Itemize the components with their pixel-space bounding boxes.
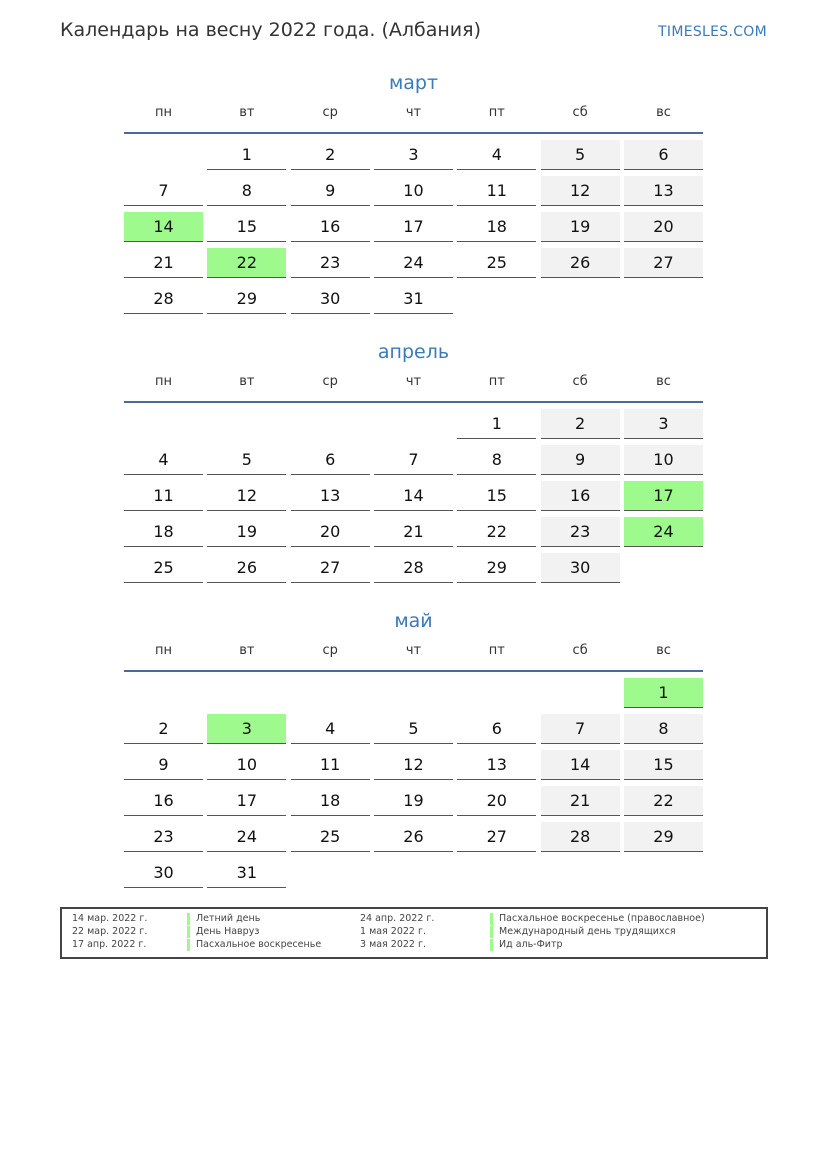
month-name: апрель <box>377 341 450 363</box>
day-cell[interactable]: 13 <box>457 750 536 780</box>
day-cell[interactable]: 23 <box>291 248 370 278</box>
day-cell[interactable]: 25 <box>291 822 370 852</box>
day-cell[interactable]: 21 <box>124 248 203 278</box>
day-cell[interactable]: 17 <box>374 212 453 242</box>
legend-item <box>62 913 766 925</box>
day-cell[interactable]: 25 <box>124 553 203 583</box>
day-cell[interactable]: 11 <box>457 176 536 206</box>
day-cell[interactable]: 10 <box>207 750 286 780</box>
empty-cell <box>124 140 203 169</box>
day-cell[interactable]: 22 <box>207 248 286 278</box>
day-cell[interactable]: 9 <box>541 445 620 475</box>
weekday-label: пн <box>155 643 172 658</box>
day-cell[interactable]: 7 <box>541 714 620 744</box>
day-cell[interactable]: 28 <box>541 822 620 852</box>
legend-date: 22 мар. 2022 г. <box>72 926 148 937</box>
day-cell[interactable]: 21 <box>374 517 453 547</box>
day-grid <box>124 409 703 583</box>
day-cell[interactable]: 21 <box>541 786 620 816</box>
weekday-label: чт <box>405 374 422 389</box>
weekday-label: пт <box>488 105 505 120</box>
day-cell[interactable]: 17 <box>624 481 703 511</box>
empty-cell <box>291 409 370 438</box>
weekday-header <box>124 98 703 134</box>
legend-holiday-name: Ид аль-Фитр <box>490 939 563 951</box>
empty-cell <box>374 858 453 887</box>
day-cell[interactable]: 22 <box>624 786 703 816</box>
day-cell[interactable]: 13 <box>624 176 703 206</box>
day-cell[interactable]: 12 <box>541 176 620 206</box>
month-april <box>124 337 703 583</box>
day-cell[interactable]: 6 <box>457 714 536 744</box>
day-cell[interactable]: 16 <box>291 212 370 242</box>
day-cell[interactable]: 12 <box>207 481 286 511</box>
day-cell[interactable]: 31 <box>207 858 286 888</box>
empty-cell <box>124 409 203 438</box>
month-name: март <box>388 72 439 94</box>
day-cell[interactable]: 31 <box>374 284 453 314</box>
day-cell[interactable]: 2 <box>541 409 620 439</box>
empty-cell <box>541 284 620 313</box>
empty-cell <box>291 678 370 707</box>
day-cell[interactable]: 14 <box>541 750 620 780</box>
legend-holiday-name: Летний день <box>187 913 260 925</box>
day-cell[interactable]: 24 <box>207 822 286 852</box>
empty-cell <box>541 678 620 707</box>
weekday-label: пн <box>155 105 172 120</box>
day-cell[interactable]: 27 <box>624 248 703 278</box>
day-cell[interactable]: 19 <box>541 212 620 242</box>
day-cell[interactable]: 1 <box>624 678 703 708</box>
day-cell[interactable]: 24 <box>624 517 703 547</box>
day-cell[interactable]: 4 <box>124 445 203 475</box>
holiday-legend <box>60 907 768 959</box>
empty-cell <box>207 678 286 707</box>
day-cell[interactable]: 27 <box>457 822 536 852</box>
day-cell[interactable]: 28 <box>374 553 453 583</box>
day-cell[interactable]: 19 <box>207 517 286 547</box>
day-cell[interactable]: 14 <box>374 481 453 511</box>
day-cell[interactable]: 30 <box>124 858 203 888</box>
day-cell[interactable]: 24 <box>374 248 453 278</box>
day-cell[interactable]: 15 <box>624 750 703 780</box>
month-march <box>124 68 703 314</box>
day-cell[interactable]: 20 <box>624 212 703 242</box>
day-cell[interactable]: 1 <box>457 409 536 439</box>
legend-date: 24 апр. 2022 г. <box>360 913 435 924</box>
day-grid <box>124 678 703 888</box>
day-cell[interactable]: 20 <box>457 786 536 816</box>
day-cell[interactable]: 28 <box>124 284 203 314</box>
legend-holiday-name: Пасхальное воскресенье <box>187 939 321 951</box>
weekday-label: вс <box>656 374 671 389</box>
day-cell[interactable]: 12 <box>374 750 453 780</box>
legend-holiday-name: Международный день трудящихся <box>490 926 676 938</box>
day-cell[interactable]: 15 <box>457 481 536 511</box>
weekday-label: чт <box>405 105 422 120</box>
day-cell[interactable]: 2 <box>291 140 370 170</box>
day-cell[interactable]: 20 <box>291 517 370 547</box>
day-cell[interactable]: 26 <box>541 248 620 278</box>
weekday-header <box>124 367 703 403</box>
day-cell[interactable]: 29 <box>207 284 286 314</box>
day-cell[interactable]: 11 <box>291 750 370 780</box>
day-cell[interactable]: 6 <box>624 140 703 170</box>
weekday-label: пт <box>488 643 505 658</box>
day-cell[interactable]: 30 <box>291 284 370 314</box>
legend-date: 14 мар. 2022 г. <box>72 913 148 924</box>
day-cell[interactable]: 5 <box>207 445 286 475</box>
day-cell[interactable]: 11 <box>124 481 203 511</box>
day-cell[interactable]: 7 <box>374 445 453 475</box>
empty-cell <box>624 553 703 582</box>
weekday-label: вт <box>239 374 255 389</box>
day-cell[interactable]: 4 <box>291 714 370 744</box>
day-cell[interactable]: 5 <box>541 140 620 170</box>
day-cell[interactable]: 18 <box>457 212 536 242</box>
weekday-label: ср <box>322 374 338 389</box>
weekday-label: ср <box>322 643 338 658</box>
day-cell[interactable]: 22 <box>457 517 536 547</box>
day-grid <box>124 140 703 314</box>
day-cell[interactable]: 18 <box>291 786 370 816</box>
day-cell[interactable]: 30 <box>541 553 620 583</box>
weekday-label: пн <box>155 374 172 389</box>
legend-date: 1 мая 2022 г. <box>360 926 426 937</box>
day-cell[interactable]: 7 <box>124 176 203 206</box>
day-cell[interactable]: 26 <box>207 553 286 583</box>
legend-item <box>62 939 766 951</box>
day-cell[interactable]: 18 <box>124 517 203 547</box>
day-cell[interactable]: 8 <box>457 445 536 475</box>
day-cell[interactable]: 26 <box>374 822 453 852</box>
weekday-label: пт <box>488 374 505 389</box>
weekday-label: ср <box>322 105 338 120</box>
day-cell[interactable]: 3 <box>624 409 703 439</box>
site-logo-link[interactable]: TIMESLES.COM <box>658 24 767 40</box>
empty-cell <box>124 678 203 707</box>
day-cell[interactable]: 2 <box>124 714 203 744</box>
day-cell[interactable]: 23 <box>124 822 203 852</box>
weekday-label: вт <box>239 105 255 120</box>
empty-cell <box>457 678 536 707</box>
day-cell[interactable]: 4 <box>457 140 536 170</box>
page-title: Календарь на весну 2022 года. (Албания) <box>60 19 481 41</box>
weekday-label: чт <box>405 643 422 658</box>
day-cell[interactable]: 3 <box>207 714 286 744</box>
empty-cell <box>457 284 536 313</box>
legend-holiday-name: День Навруз <box>187 926 259 938</box>
empty-cell <box>207 409 286 438</box>
day-cell[interactable]: 6 <box>291 445 370 475</box>
weekday-label: вт <box>239 643 255 658</box>
day-cell[interactable]: 1 <box>207 140 286 170</box>
day-cell[interactable]: 25 <box>457 248 536 278</box>
legend-holiday-name: Пасхальное воскресенье (православное) <box>490 913 705 925</box>
day-cell[interactable]: 14 <box>124 212 203 242</box>
empty-cell <box>541 858 620 887</box>
day-cell[interactable]: 16 <box>124 786 203 816</box>
month-name: май <box>394 610 433 632</box>
empty-cell <box>624 284 703 313</box>
day-cell[interactable]: 5 <box>374 714 453 744</box>
day-cell[interactable]: 16 <box>541 481 620 511</box>
weekday-label: сб <box>572 105 588 120</box>
empty-cell <box>374 678 453 707</box>
weekday-header <box>124 636 703 672</box>
day-cell[interactable]: 29 <box>457 553 536 583</box>
empty-cell <box>624 858 703 887</box>
day-cell[interactable]: 19 <box>374 786 453 816</box>
weekday-label: вс <box>656 105 671 120</box>
weekday-label: сб <box>572 643 588 658</box>
day-cell[interactable]: 8 <box>207 176 286 206</box>
empty-cell <box>291 858 370 887</box>
legend-date: 17 апр. 2022 г. <box>72 939 147 950</box>
day-cell[interactable]: 13 <box>291 481 370 511</box>
day-cell[interactable]: 9 <box>291 176 370 206</box>
day-cell[interactable]: 27 <box>291 553 370 583</box>
day-cell[interactable]: 10 <box>374 176 453 206</box>
weekday-label: сб <box>572 374 588 389</box>
day-cell[interactable]: 17 <box>207 786 286 816</box>
legend-item <box>62 926 766 938</box>
day-cell[interactable]: 3 <box>374 140 453 170</box>
day-cell[interactable]: 9 <box>124 750 203 780</box>
day-cell[interactable]: 8 <box>624 714 703 744</box>
empty-cell <box>374 409 453 438</box>
day-cell[interactable]: 29 <box>624 822 703 852</box>
day-cell[interactable]: 15 <box>207 212 286 242</box>
day-cell[interactable]: 10 <box>624 445 703 475</box>
weekday-label: вс <box>656 643 671 658</box>
empty-cell <box>457 858 536 887</box>
day-cell[interactable]: 23 <box>541 517 620 547</box>
legend-date: 3 мая 2022 г. <box>360 939 426 950</box>
month-may <box>124 606 703 888</box>
